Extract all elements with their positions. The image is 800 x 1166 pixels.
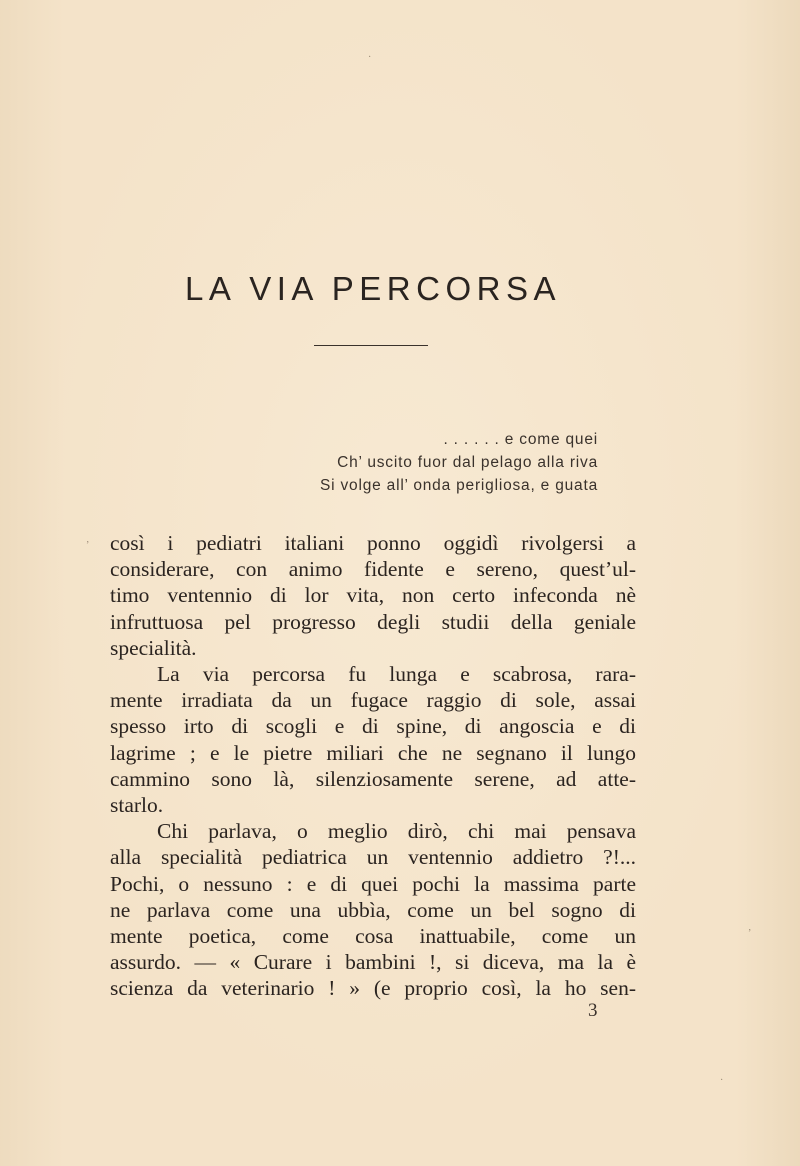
text-line: La via percorsa fu lunga e scabrosa, rara-	[157, 662, 636, 687]
text-line: scienza da veterinario ! » (e proprio così, la ho sen-	[110, 976, 636, 1001]
paper-speck: ʼ	[86, 540, 90, 551]
title-rule	[314, 345, 428, 346]
epigraph-line: Si volge all’ onda perigliosa, e guata	[320, 477, 598, 494]
text-line: starlo.	[110, 793, 164, 818]
text-line: cammino sono là, silenziosamente serene, ad atte-	[110, 766, 636, 791]
epigraph-line: . . . . . . e come quei	[443, 431, 598, 448]
text-line: Chi parlava, o meglio dirò, chi mai pensava	[157, 819, 636, 844]
text-line: lagrime ; e le pietre miliari che ne segnano il lungo	[110, 740, 636, 765]
chapter-title: LA VIA PERCORSA	[185, 270, 561, 307]
text-line: mente poetica, come cosa inattuabile, come un	[110, 924, 636, 949]
text-line: spesso irto di scogli e di spine, di angoscia e di	[110, 714, 636, 739]
text-line: ne parlava come una ubbìa, come un bel sogno di	[110, 897, 636, 922]
body-text	[110, 530, 636, 1002]
text-line: timo ventennio di lor vita, non certo infeconda nè	[110, 583, 636, 608]
paper-speck: ·	[720, 1075, 724, 1086]
page-number: 3	[588, 1000, 598, 1021]
paper-speck: ·	[368, 52, 372, 63]
epigraph	[240, 428, 598, 497]
text-line: mente irradiata da un fugace raggio di sole, assai	[110, 688, 636, 713]
text-line: considerare, con animo fidente e sereno, quest’ul-	[110, 557, 636, 582]
text-line: assurdo. — « Curare i bambini !, si diceva, ma la è	[110, 950, 636, 975]
text-line: specialità.	[110, 635, 197, 660]
text-line: Pochi, o nessuno : e di quei pochi la massima parte	[110, 871, 636, 896]
text-line: infruttuosa pel progresso degli studii della geniale	[110, 609, 636, 634]
text-line: così i pediatri italiani ponno oggidì rivolgersi a	[110, 531, 636, 555]
epigraph-line: Ch’ uscito fuor dal pelago alla riva	[337, 454, 598, 471]
text-line: alla specialità pediatrica un ventennio addietro ?!...	[110, 845, 636, 870]
paper-speck: ʼ	[748, 928, 752, 939]
